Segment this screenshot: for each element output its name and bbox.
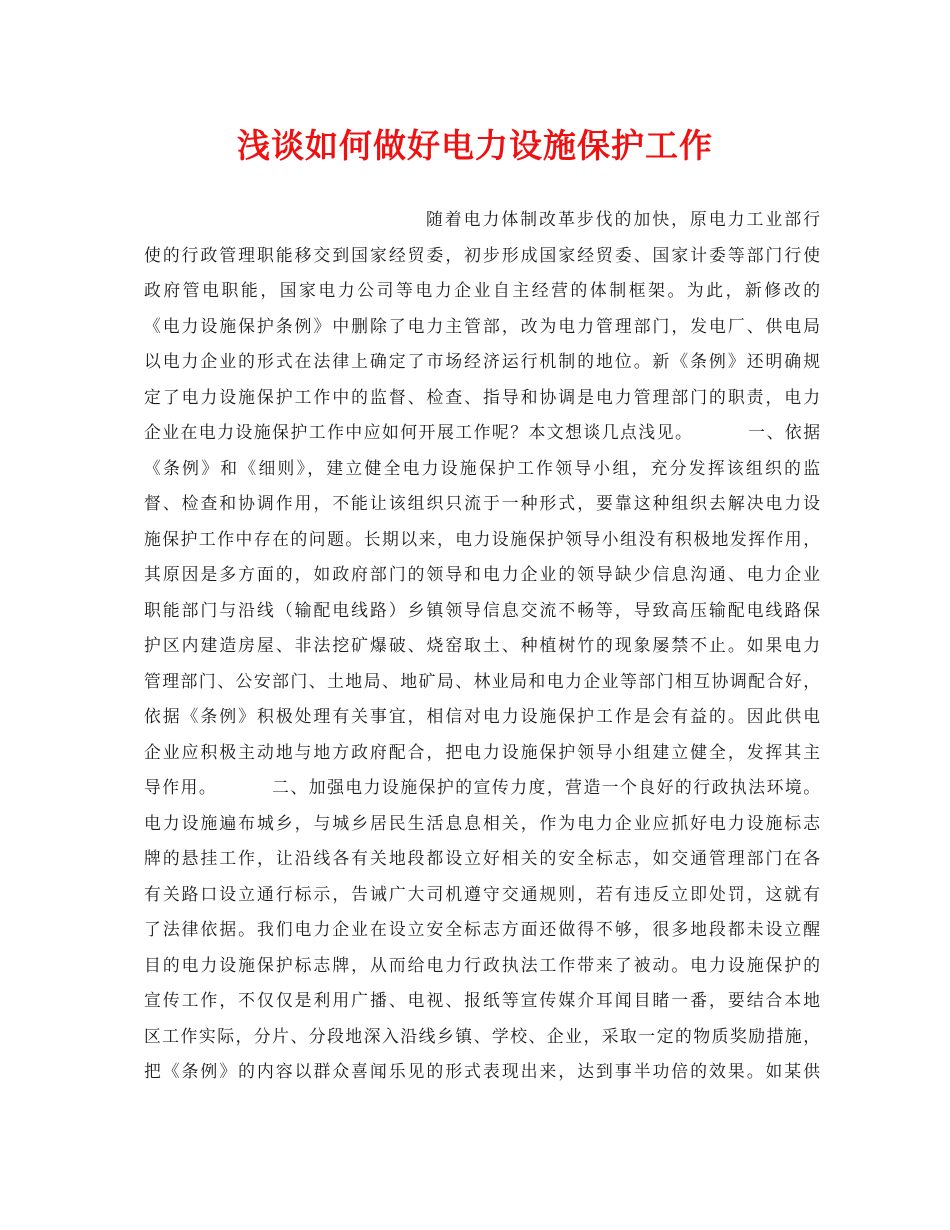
body-line: 护区内建造房屋、非法挖矿爆破、烧窑取土、种植树竹的现象屡禁不止。如果电力 [144,635,820,655]
body-line: 以电力企业的形式在法律上确定了市场经济运行机制的地位。新《条例》还明确规 [144,351,820,371]
document-title: 浅谈如何做好电力设施保护工作 [237,126,713,165]
body-line: 企业应积极主动地与地方政府配合，把电力设施保护领导小组建立健全，发挥其主 [144,741,820,762]
document-body [144,202,820,1090]
body-line: 依据《条例》积极处理有关事宜，相信对电力设施保护工作是会有益的。因此供电 [144,706,820,726]
body-line: 《条例》和《细则》，建立健全电力设施保护工作领导小组，充分发挥该组织的监 [144,457,820,478]
body-line: 牌的悬挂工作，让沿线各有关地段都设立好相关的安全标志，如交通管理部门在各 [144,848,820,868]
body-line: 使的行政管理职能移交到国家经贸委，初步形成国家经贸委、国家计委等部门行使 [144,244,820,265]
body-line: 其原因是多方面的，如政府部门的领导和电力企业的领导缺少信息沟通、电力企业 [144,564,820,584]
body-line: 导作用。 二、加强电力设施保护的宣传力度，营造一个良好的行政执法环境。 [144,777,820,797]
body-line: 企业在电力设施保护工作中应如何开展工作呢？本文想谈几点浅见。 一、依据 [144,422,820,442]
body-line: 施保护工作中存在的问题。长期以来，电力设施保护领导小组没有积极地发挥作用， [144,528,820,549]
body-line: 目的电力设施保护标志牌，从而给电力行政执法工作带来了被动。电力设施保护的 [144,954,820,975]
body-line: 管理部门、公安部门、土地局、地矿局、林业局和电力企业等部门相互协调配合好， [144,670,820,691]
body-line: 把《条例》的内容以群众喜闻乐见的形式表现出来，达到事半功倍的效果。如某供 [144,1061,820,1081]
body-line: 《电力设施保护条例》中删除了电力主管部，改为电力管理部门，发电厂、供电局 [144,315,820,336]
body-line: 政府管电职能，国家电力公司等电力企业自主经营的体制框架。为此，新修改的 [144,280,820,300]
body-line: 有关路口设立通行标示，告诫广大司机遵守交通规则，若有违反立即处罚，这就有 [144,883,820,904]
body-line: 了法律依据。我们电力企业在设立安全标志方面还做得不够，很多地段都未设立醒 [144,919,820,939]
body-line: 区工作实际，分片、分段地深入沿线乡镇、学校、企业，采取一定的物质奖励措施， [144,1025,820,1046]
body-line: 电力设施遍布城乡，与城乡居民生活息息相关，作为电力企业应抓好电力设施标志 [144,812,820,833]
body-line: 随着电力体制改革步伐的加快，原电力工业部行 [426,209,820,229]
body-line: 定了电力设施保护工作中的监督、检查、指导和协调是电力管理部门的职责，电力 [144,386,820,407]
body-line: 宣传工作，不仅仅是利用广播、电视、报纸等宣传媒介耳闻目睹一番，要结合本地 [144,990,820,1010]
body-line: 督、检查和协调作用，不能让该组织只流于一种形式，要靠这种组织去解决电力设 [144,493,820,513]
body-line: 职能部门与沿线（输配电线路）乡镇领导信息交流不畅等，导致高压输配电线路保 [144,599,820,620]
